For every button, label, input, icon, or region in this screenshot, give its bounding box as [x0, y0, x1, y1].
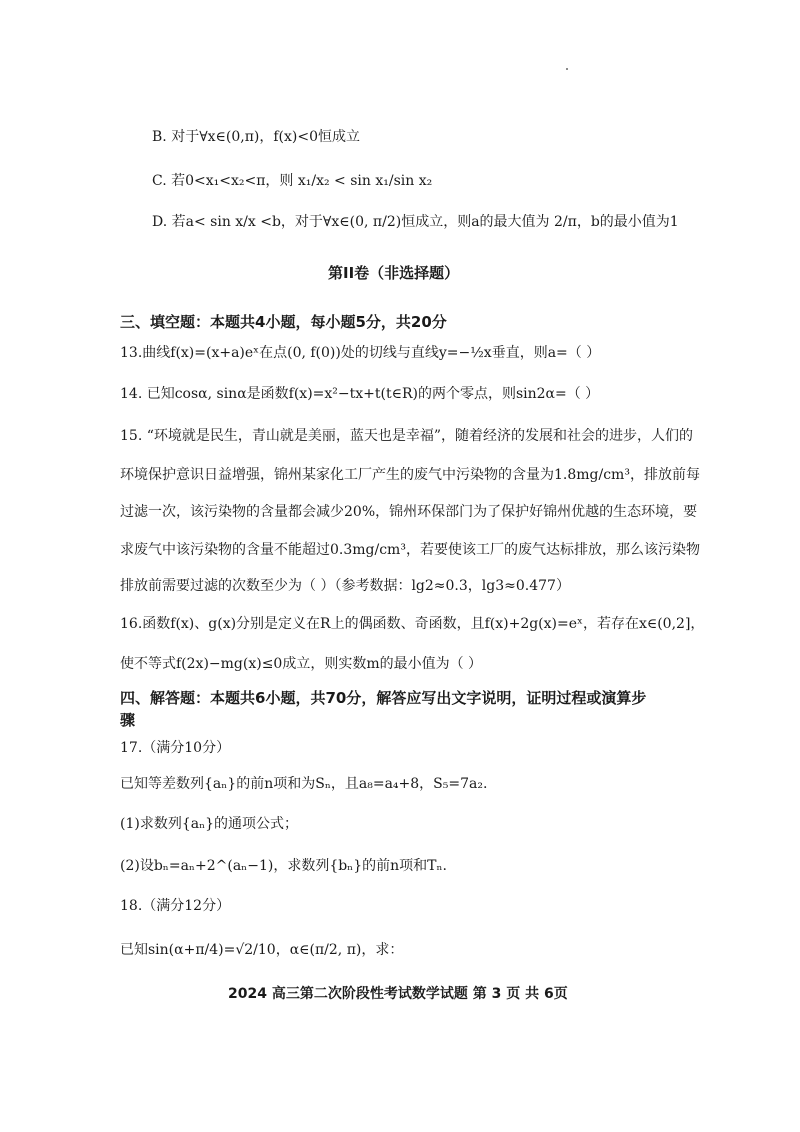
- question-17-stem: 已知等差数列{aₙ}的前n项和为Sₙ，且a₈=a₄+8，S₅=7a₂.: [120, 776, 488, 792]
- section4-heading-cont: 骤: [120, 711, 136, 729]
- question-17-part1: (1)求数列{aₙ}的通项公式；: [120, 816, 299, 832]
- question-15-line: 排放前需要过滤的次数至少为（ ）（参考数据：lg2≈0.3，lg3≈0.477）: [120, 578, 570, 594]
- question-18-label: 18.（满分12分）: [120, 898, 231, 914]
- option-c: C. 若0<x₁<x₂<π，则 x₁/x₂ < sin x₁/sin x₂: [152, 173, 433, 189]
- option-b: B. 对于∀x∈(0,π)，f(x)<0恒成立: [152, 129, 361, 145]
- question-15-line: 15. “环境就是民生，青山就是美丽，蓝天也是幸福”，随着经济的发展和社会的进步，人们的: [120, 428, 694, 444]
- question-15-line: 环境保护意识日益增强，锦州某家化工厂产生的废气中污染物的含量为1.8mg/cm³，排放前每: [120, 467, 700, 483]
- option-d: D. 若a< sin x/x <b，对于∀x∈(0, π/2)恒成立，则a的最大值为 2/π，b的最小值为1: [152, 214, 679, 230]
- question-15-line: 过滤一次，该污染物的含量都会减少20%，锦州环保部门为了保护好锦州优越的生态环境，要: [120, 504, 698, 520]
- question-17-part2: (2)设bₙ=aₙ+2^(aₙ−1)，求数列{bₙ}的前n项和Tₙ.: [120, 858, 448, 874]
- question-13: 13.曲线f(x)=(x+a)eˣ在点(0, f(0))处的切线与直线y=−½x垂直，则a=（ ）: [120, 345, 601, 361]
- question-18-stem: 已知sin(α+π/4)=√2/10，α∈(π/2, π)，求：: [120, 942, 404, 958]
- part-title: 第II卷（非选择题）: [328, 264, 460, 282]
- question-17-label: 17.（满分10分）: [120, 740, 231, 756]
- question-16-line: 使不等式f(2x)−mg(x)≤0成立，则实数m的最小值为（ ）: [120, 656, 483, 672]
- section3-heading: 三、填空题：本题共4小题，每小题5分，共20分: [120, 313, 447, 331]
- section4-heading: 四、解答题：本题共6小题，共70分，解答应写出文字说明，证明过程或演算步: [120, 689, 647, 707]
- question-15-line: 求废气中该污染物的含量不能超过0.3mg/cm³，若要使该工厂的废气达标排放，那么该污染物: [120, 542, 700, 558]
- page-footer: 2024 高三第二次阶段性考试数学试题 第 3 页 共 6页: [228, 986, 568, 1002]
- question-16-line: 16.函数f(x)、g(x)分别是定义在R上的偶函数、奇函数，且f(x)+2g(x)=eˣ，若存在x∈(0,2]，: [120, 616, 705, 632]
- scan-speck: [566, 68, 568, 70]
- question-14: 14. 已知cosα, sinα是函数f(x)=x²−tx+t(t∈R)的两个零点，则sin2α=（ ）: [120, 386, 600, 402]
